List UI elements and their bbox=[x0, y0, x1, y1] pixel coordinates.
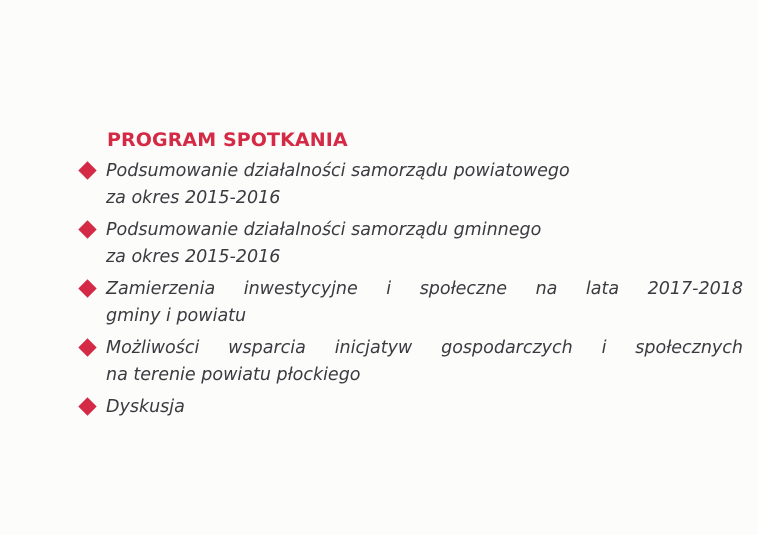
red-diamond-icon bbox=[78, 220, 96, 238]
agenda-item-3 bbox=[79, 276, 743, 330]
agenda-item-2-line-2: za okres 2015-2016 bbox=[106, 247, 281, 267]
agenda-list bbox=[79, 158, 743, 426]
red-diamond-icon bbox=[78, 338, 96, 356]
agenda-item-4-line-2: na terenie powiatu płockiego bbox=[106, 365, 361, 385]
agenda-item-1-line-2: za okres 2015-2016 bbox=[106, 188, 281, 208]
agenda-item-4 bbox=[79, 335, 743, 389]
agenda-item-3-line-1: Zamierzenia inwestycyjne i społeczne na lata 2017-2018 bbox=[106, 279, 743, 299]
agenda-item-2 bbox=[79, 217, 743, 271]
agenda-item-5-line-1: Dyskusja bbox=[106, 397, 185, 417]
red-diamond-icon bbox=[78, 397, 96, 415]
agenda-item-1 bbox=[79, 158, 743, 212]
agenda-item-2-line-1: Podsumowanie działalności samorządu gminnego bbox=[106, 220, 542, 240]
agenda-item-5 bbox=[79, 394, 743, 421]
agenda-item-4-line-1: Możliwości wsparcia inicjatyw gospodarczych i społecznych bbox=[106, 338, 743, 358]
agenda-item-1-line-1: Podsumowanie działalności samorządu powiatowego bbox=[106, 161, 570, 181]
red-diamond-icon bbox=[78, 279, 96, 297]
red-diamond-icon bbox=[78, 161, 96, 179]
page-title: PROGRAM SPOTKANIA bbox=[107, 129, 348, 151]
agenda-item-3-line-2: gminy i powiatu bbox=[106, 306, 247, 326]
